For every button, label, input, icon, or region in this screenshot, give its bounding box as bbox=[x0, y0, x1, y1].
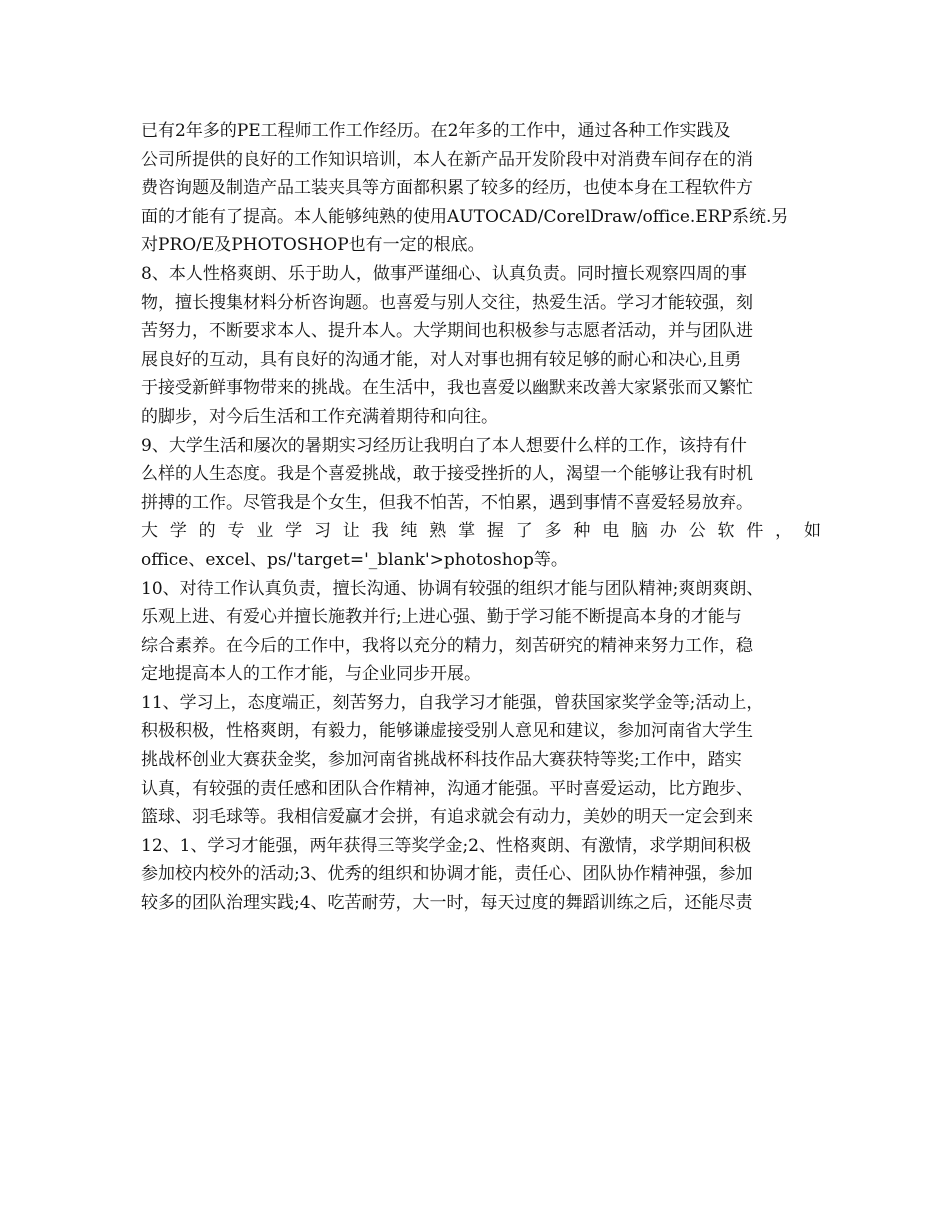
text-line: 积极积极，性格爽朗，有毅力，能够谦虚接受别人意见和建议，参加河南省大学生 bbox=[141, 721, 753, 742]
text-line: 乐观上进、有爱心并擅长施教并行;上进心强、勤于学习能不断提高本身的才能与 bbox=[141, 607, 742, 628]
text-line: 参加校内校外的活动;3、优秀的组织和协调才能，责任心、团队协作精神强，参加 bbox=[141, 864, 753, 885]
text-line: 较多的团队治理实践;4、吃苦耐劳，大一时，每天过度的舞蹈训练之后，还能尽责 bbox=[141, 893, 753, 914]
text-line: 对PRO/E及PHOTOSHOP也有一定的根底。 bbox=[141, 235, 485, 256]
text-line: 拼搏的工作。尽管我是个女生，但我不怕苦，不怕累，遇到事情不喜爱轻易放弃。 bbox=[141, 492, 753, 513]
text-line: 物，擅长搜集材料分析咨询题。也喜爱与别人交往，热爱生活。学习才能较强，刻 bbox=[141, 292, 753, 313]
text-line: 的脚步，对今后生活和工作充满着期待和向往。 bbox=[141, 406, 498, 427]
text-line: 10、对待工作认真负责，擅长沟通、协调有较强的组织才能与团队精神;爽朗爽朗、 bbox=[141, 578, 764, 599]
text-line: 12、1、学习才能强，两年获得三等奖学金;2、性格爽朗、有激情，求学期间积极 bbox=[141, 835, 751, 856]
text-line: 综合素养。在今后的工作中，我将以充分的精力，刻苦研究的精神来努力工作，稳 bbox=[141, 635, 753, 656]
text-line: 么样的人生态度。我是个喜爱挑战，敢于接受挫折的人，渴望一个能够让我有时机 bbox=[141, 464, 753, 485]
text-line: 展良好的互动，具有良好的沟通才能，对人对事也拥有较足够的耐心和决心,且勇 bbox=[141, 349, 742, 370]
text-line: 8、本人性格爽朗、乐于助人，做事严谨细心、认真负责。同时擅长观察四周的事 bbox=[141, 263, 747, 284]
text-line: 11、学习上，态度端正，刻苦努力，自我学习才能强，曾获国家奖学金等;活动上， bbox=[141, 692, 764, 713]
text-line: 挑战杯创业大赛获金奖，参加河南省挑战杯科技作品大赛获特等奖;工作中，踏实 bbox=[141, 750, 742, 771]
text-line: 认真，有较强的责任感和团队合作精神，沟通才能强。平时喜爱运动，比方跑步、 bbox=[141, 778, 753, 799]
body-text bbox=[141, 117, 821, 918]
text-line: 大学的专业学习让我纯熟掌握了多种电脑办公软件，如 bbox=[141, 521, 821, 542]
text-line: 定地提高本人的工作才能，与企业同步开展。 bbox=[141, 664, 481, 685]
text-line: 已有2年多的PE工程师工作工作经历。在2年多的工作中，通过各种工作实践及 bbox=[141, 121, 731, 141]
text-line: 9、大学生活和屡次的暑期实习经历让我明白了本人想要什么样的工作，该持有什 bbox=[141, 435, 747, 456]
text-line: 苦努力，不断要求本人、提升本人。大学期间也积极参与志愿者活动，并与团队进 bbox=[141, 321, 753, 342]
text-line: office、excel、ps/'target='_blank'>photoshop等。 bbox=[141, 549, 568, 570]
text-line: 于接受新鲜事物带来的挑战。在生活中，我也喜爱以幽默来改善大家紧张而又繁忙 bbox=[141, 378, 753, 399]
text-line: 公司所提供的良好的工作知识培训，本人在新产品开发阶段中对消费车间存在的消 bbox=[141, 149, 753, 170]
text-line: 费咨询题及制造产品工装夹具等方面都积累了较多的经历，也使本身在工程软件方 bbox=[141, 178, 753, 199]
text-line: 篮球、羽毛球等。我相信爱赢才会拼，有追求就会有动力，美妙的明天一定会到来 bbox=[141, 807, 753, 828]
text-line: 面的才能有了提高。本人能够纯熟的使用AUTOCAD/CorelDraw/office.ERP系统.另 bbox=[141, 206, 789, 227]
